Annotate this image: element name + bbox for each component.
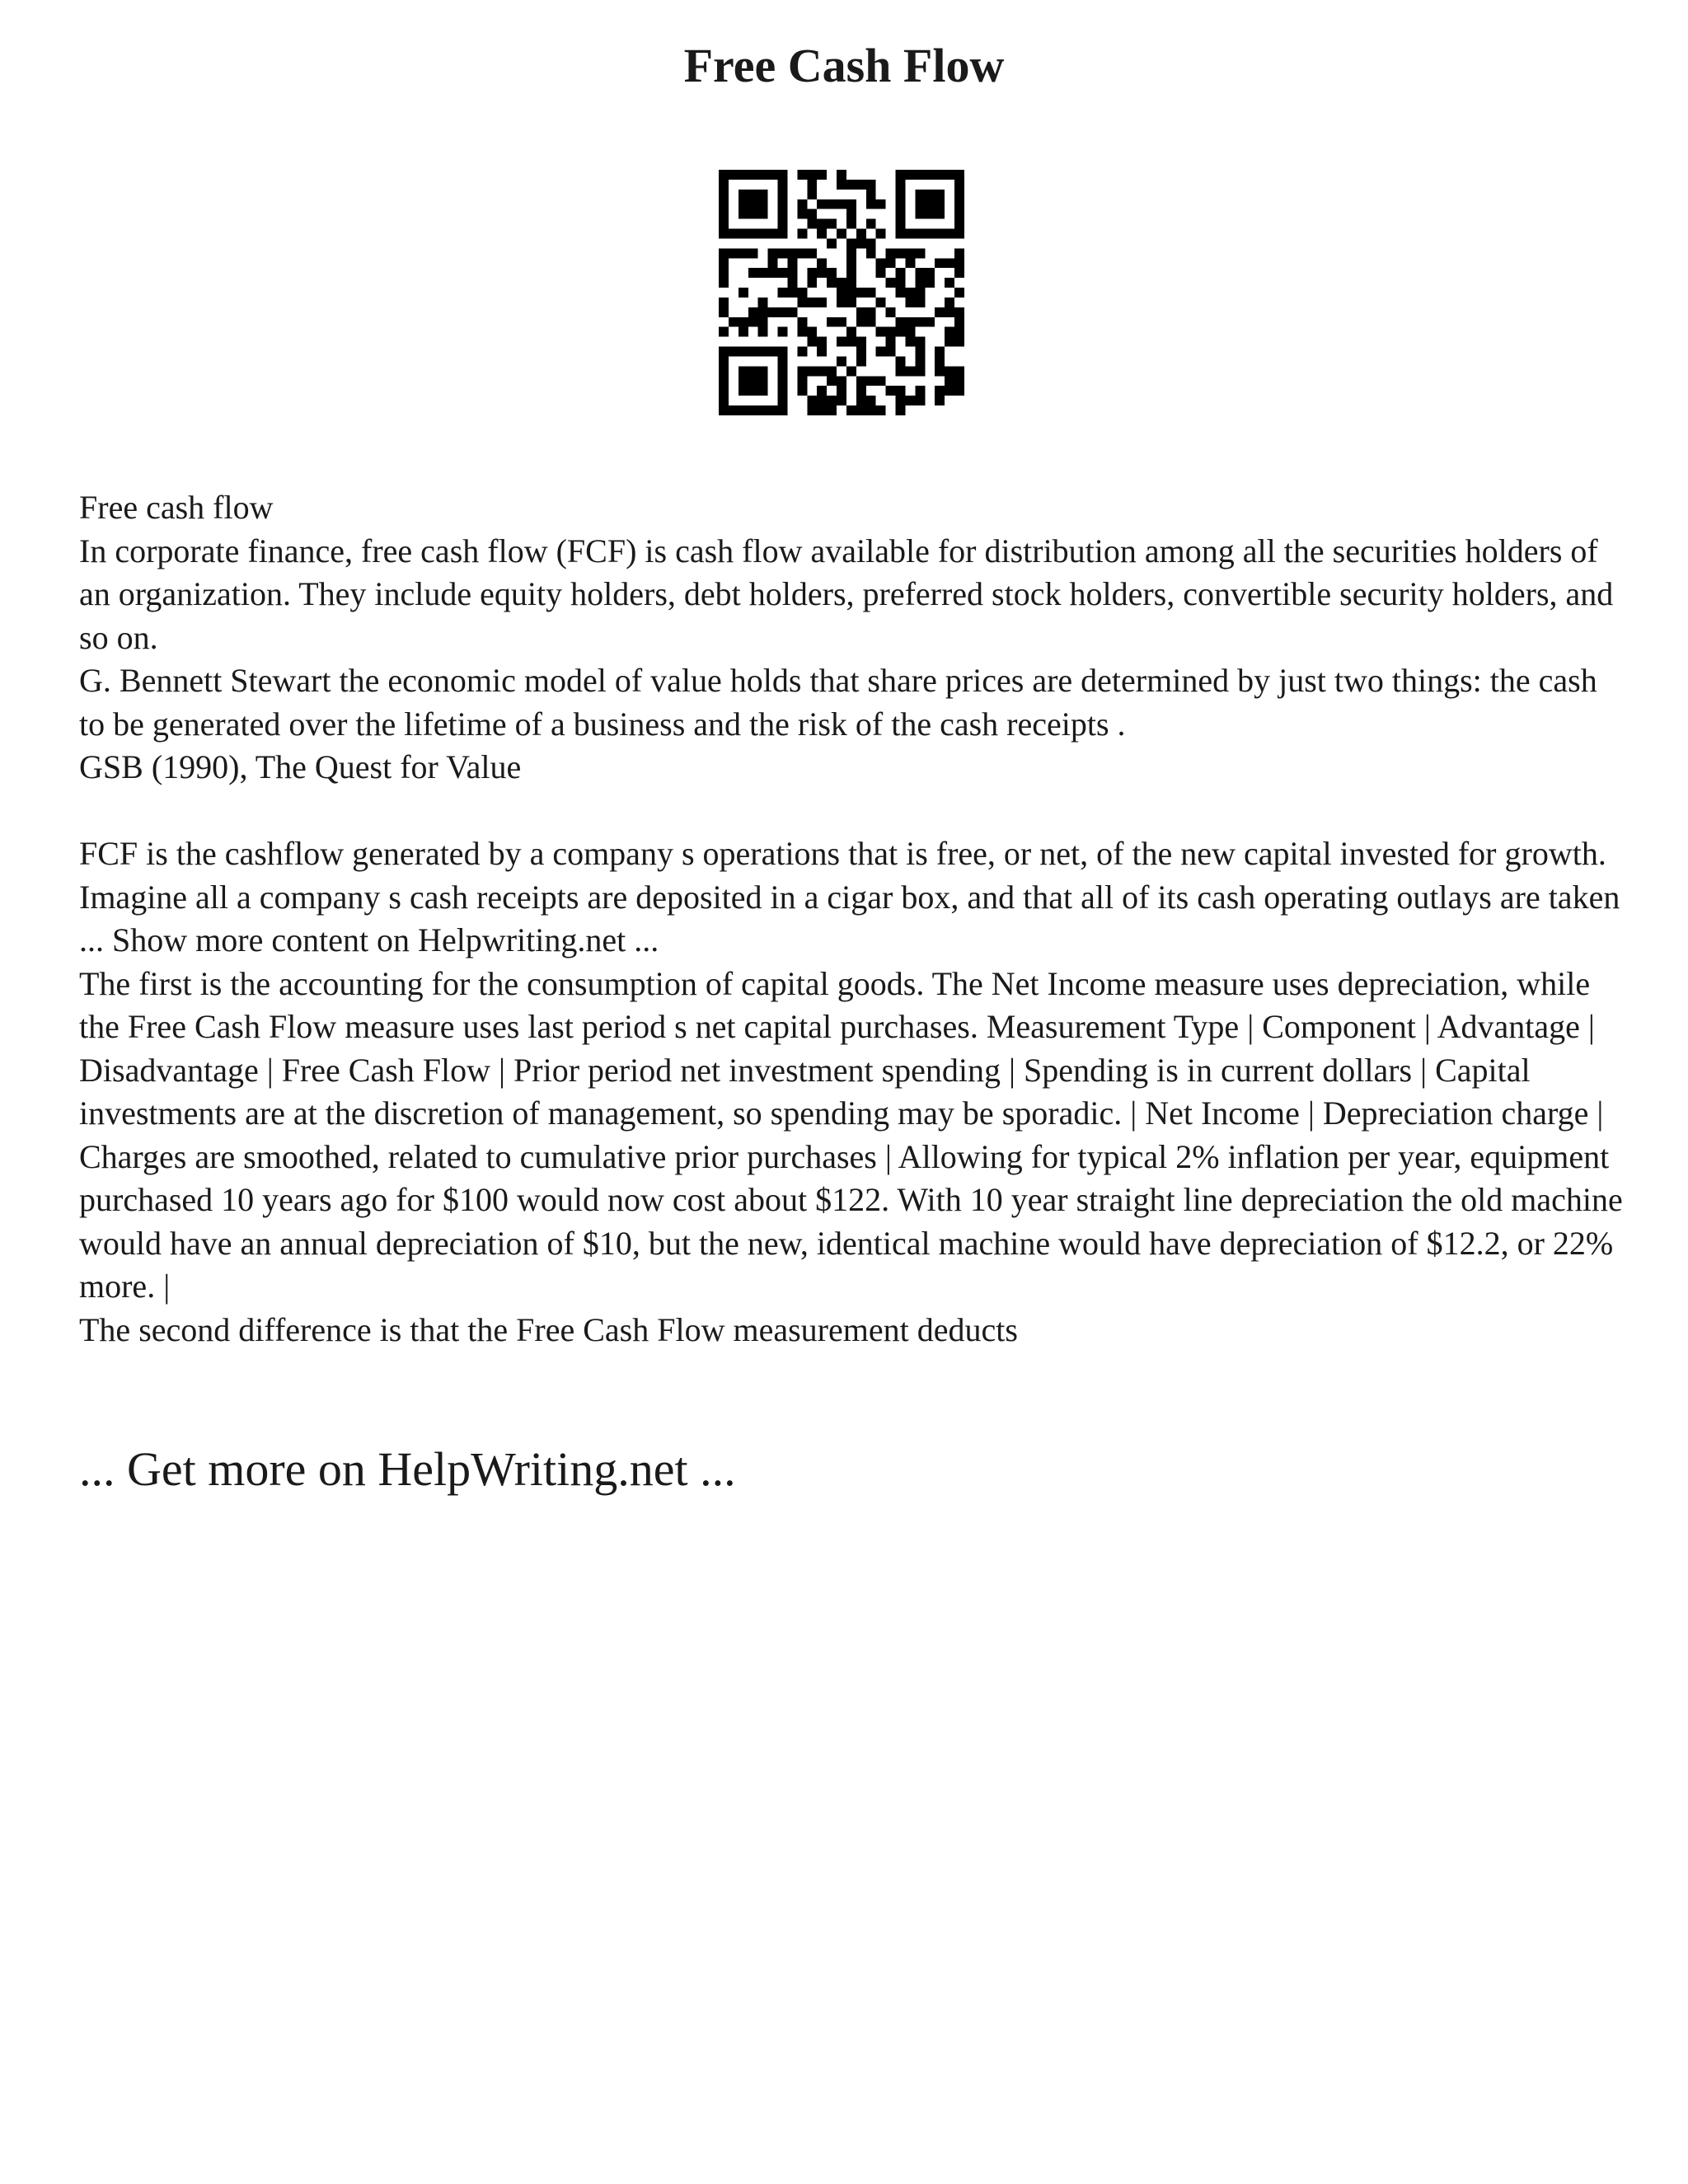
paragraph-gap bbox=[79, 790, 1629, 833]
body-paragraph: FCF is the cashflow generated by a company s operations that is free, or net, of the new capital invested for growth. Imagine all a company s cash receipts are deposited in a cigar box, and that all of its cash operating outlays are taken ... Show more content on Helpwriting.net ... bbox=[79, 835, 1620, 958]
body-paragraph: The first is the accounting for the consumption of capital goods. The Net Income measure uses depreciation, while the Free Cash Flow measure uses last period s net capital purchases. Measurement Type | Component | Advantage | Disadvantage | Free Cash Flow | Prior period net investment spending | Spending is in current dollars | Capital investments are at the discretion of management, so spending may be sporadic. | Net Income | Depreciation charge | Charges are smoothed, related to cumulative prior purchases | Allowing for typical 2% inflation per year, equipment purchased 10 years ago for $100 would now cost about $122. With 10 year straight line depreciation the old machine would have an annual depreciation of $10, but the new, identical machine would have depreciation of $12.2, or 22% more. | bbox=[79, 964, 1623, 1305]
qr-code-icon bbox=[719, 170, 964, 415]
citation: GSB (1990), The Quest for Value bbox=[79, 748, 522, 785]
body-paragraph: The second difference is that the Free Cash Flow measurement deducts bbox=[79, 1310, 1018, 1348]
body-paragraph: G. Bennett Stewart the economic model of value holds that share prices are determined by just two things: the cash to be generated over the lifetime of a business and the risk of the cash receipts . bbox=[79, 662, 1597, 743]
section-heading: Free cash flow bbox=[79, 489, 274, 526]
body-paragraph: In corporate finance, free cash flow (FCF) is cash flow available for distribution among all the securities holders of an organization. They include equity holders, debt holders, preferred stock holders, convertible security holders, and so on. bbox=[79, 532, 1614, 656]
qr-code-graphic bbox=[719, 170, 964, 415]
article-body bbox=[79, 486, 1629, 1352]
get-more-link[interactable]: ... Get more on HelpWriting.net ... bbox=[79, 1442, 736, 1496]
page-title: Free Cash Flow bbox=[683, 39, 1005, 92]
